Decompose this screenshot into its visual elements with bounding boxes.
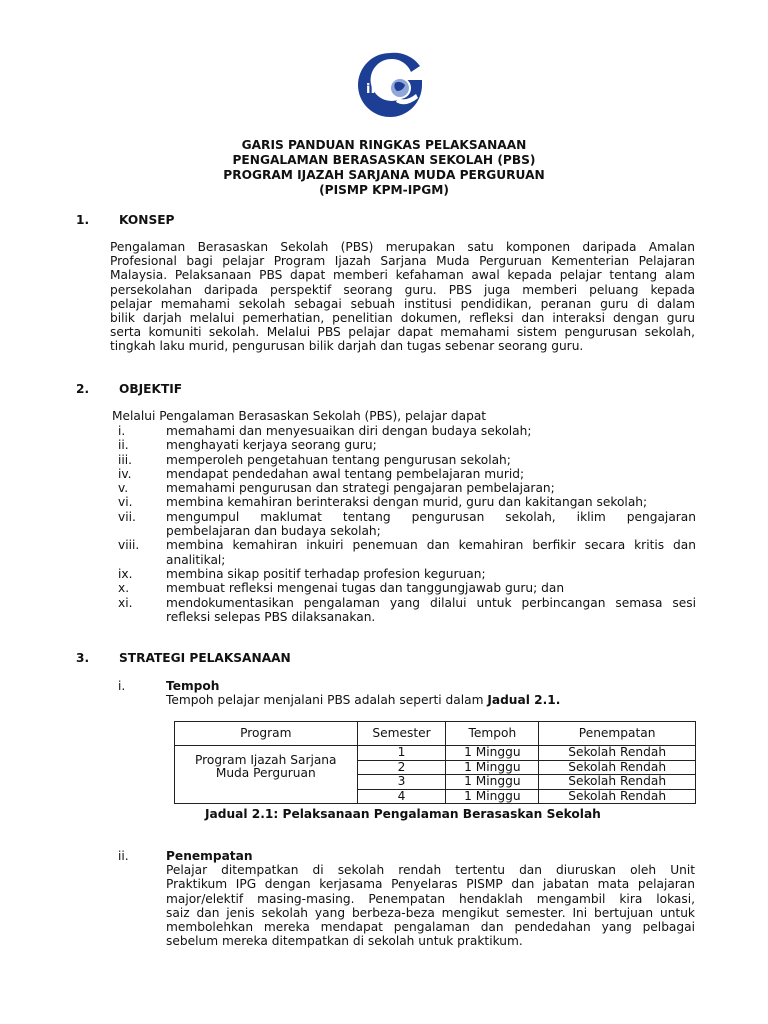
paragraph-line: tingkah laku murid, pengurusan bilik darjah dan tugas sebenar seorang guru. (110, 339, 584, 354)
paragraph-line: pelajar memahami sekolah sebagai sebuah institusi pendidikan, peranan guru di dalam (110, 296, 695, 311)
ipg-logo (355, 50, 425, 120)
section-title: KONSEP (119, 213, 175, 227)
table-cell: 1 (357, 746, 446, 761)
program-line: Program Ijazah Sarjana (195, 753, 337, 767)
section-heading-konsep (76, 213, 175, 227)
section-title: OBJEKTIF (119, 382, 183, 396)
list-number: ix. (118, 566, 133, 581)
list-text: analitikal; (166, 552, 226, 567)
table-cell: 1 Minggu (446, 746, 539, 761)
table-header-row (175, 722, 696, 746)
list-item (118, 510, 696, 524)
list-text: menghayati kerjaya seorang guru; (166, 438, 377, 453)
program-line: Muda Perguruan (215, 766, 316, 780)
penempatan-paragraph (166, 863, 695, 949)
list-item (118, 481, 696, 495)
subsection-tempoh (118, 679, 219, 693)
title-line: (PISMP KPM-IPGM) (319, 183, 449, 197)
table-row (175, 746, 696, 761)
list-text: memperoleh pengetahuan tentang pengurusan sekolah; (166, 452, 511, 467)
table-header: Semester (357, 722, 446, 746)
list-text: membina sikap positif terhadap profesion keguruan; (166, 566, 486, 581)
list-item (118, 495, 696, 509)
paragraph-line: bilik darjah melalui pemerhatian, penelitian dokumen, refleksi dan interaksi dengan guru (110, 310, 695, 325)
section-title: STRATEGI PELAKSANAAN (119, 651, 291, 665)
program-cell (175, 746, 358, 804)
title-line: PROGRAM IJAZAH SARJANA MUDA PERGURUAN (223, 168, 545, 182)
list-number: vi. (118, 495, 133, 510)
objektif-intro: Melalui Pengalaman Berasaskan Sekolah (PBS), pelajar dapat (112, 409, 487, 423)
tempoh-sentence: Tempoh pelajar menjalani PBS adalah seperti dalam (166, 693, 488, 707)
table-cell: Sekolah Rendah (539, 789, 696, 804)
paragraph-line: membolehkan mereka mendapat pengalaman dan pendedahan yang pelbagai (166, 920, 695, 935)
table-cell: 1 Minggu (446, 760, 539, 775)
list-text: membina kemahiran berinteraksi dengan murid, guru dan kakitangan sekolah; (166, 495, 648, 510)
table-cell: 3 (357, 775, 446, 790)
list-item (118, 467, 696, 481)
tempoh-text (166, 693, 695, 707)
table-header: Penempatan (539, 722, 696, 746)
list-text: pembelajaran dan budaya sekolah; (166, 524, 381, 539)
table-cell: Sekolah Rendah (539, 746, 696, 761)
list-text: mendokumentasikan pengalaman yang dilalui untuk perbincangan semasa sesi (166, 595, 696, 610)
list-text: membuat refleksi mengenai tugas dan tanggungjawab guru; dan (166, 581, 565, 596)
list-number: vii. (118, 509, 136, 524)
table-cell: 1 Minggu (446, 775, 539, 790)
list-number: xi. (118, 595, 133, 610)
list-text: memahami dan menyesuaikan diri dengan budaya sekolah; (166, 424, 532, 438)
paragraph-line: Praktikum IPG dengan kerjasama Penyelaras PISMP dan jabatan mata pelajaran (166, 877, 695, 892)
section-number: 2. (76, 382, 90, 396)
table-cell: Sekolah Rendah (539, 760, 696, 775)
section-number: 1. (76, 213, 90, 227)
paragraph-line: Pengalaman Berasaskan Sekolah (PBS) merupakan satu komponen daripada Amalan (110, 240, 695, 254)
list-number: iv. (118, 466, 132, 481)
objektif-list (118, 424, 696, 624)
document-title (0, 138, 768, 198)
table-cell: 1 Minggu (446, 789, 539, 804)
list-item (118, 567, 696, 581)
section-heading-strategi (76, 651, 291, 665)
paragraph-line: Malaysia. Pelaksanaan PBS dapat memberi kefahaman awal kepada pelajar tentang alam (110, 268, 695, 283)
subsection-penempatan (118, 849, 253, 863)
list-item (118, 581, 696, 595)
list-number: i. (118, 424, 126, 438)
list-text: refleksi selepas PBS dilaksanakan. (166, 609, 376, 624)
paragraph-line: serta komuniti sekolah. Melalui PBS pelajar dapat memahami sistem pengurusan sekolah, (110, 325, 695, 340)
list-item (118, 538, 696, 552)
paragraph-line: saiz dan jenis sekolah yang berbeza-beza mengikut semester. Ini bertujuan untuk (166, 905, 695, 920)
paragraph-line: persekolahan daripada perspektif seorang guru. PBS juga memberi peluang kepada (110, 282, 695, 297)
subsection-title: Penempatan (166, 849, 253, 863)
table-caption: Jadual 2.1: Pelaksanaan Pengalaman Berasaskan Sekolah (205, 807, 601, 821)
list-text: membina kemahiran inkuiri penemuan dan kemahiran berfikir secara kritis dan (166, 538, 696, 553)
list-item (118, 438, 696, 452)
konsep-paragraph (110, 240, 695, 354)
table-cell: Sekolah Rendah (539, 775, 696, 790)
list-item (118, 596, 696, 610)
list-item-continuation (118, 610, 696, 624)
paragraph-line: Pelajar ditempatkan di sekolah rendah tertentu dan diuruskan oleh Unit (166, 863, 695, 877)
table-cell: 4 (357, 789, 446, 804)
table-reference: Jadual 2.1. (487, 693, 561, 707)
list-number: viii. (118, 538, 140, 553)
jadual-table (174, 721, 696, 804)
list-number: v. (118, 481, 129, 496)
paragraph-line: Profesional bagi pelajar Program Ijazah Sarjana Muda Perguruan Kementerian Pelajaran (110, 254, 695, 269)
list-item (118, 453, 696, 467)
logo-text: iPG (366, 82, 391, 97)
subsection-number: ii. (118, 849, 129, 863)
paragraph-line: major/elektif masing-masing. Penempatan hendaklah mengambil kira lokasi, (166, 891, 695, 906)
table-header: Tempoh (446, 722, 539, 746)
title-line: GARIS PANDUAN RINGKAS PELAKSANAAN (241, 138, 527, 152)
table-cell: 2 (357, 760, 446, 775)
section-number: 3. (76, 651, 90, 665)
subsection-title: Tempoh (166, 679, 220, 693)
list-item (118, 424, 696, 438)
list-number: x. (118, 581, 130, 596)
list-item-continuation (118, 553, 696, 567)
subsection-number: i. (118, 679, 126, 693)
paragraph-line: sebelum mereka ditempatkan di sekolah untuk praktikum. (166, 934, 523, 949)
list-text: mendapat pendedahan awal tentang pembelajaran murid; (166, 466, 525, 481)
section-heading-objektif (76, 382, 182, 396)
list-text: memahami pengurusan dan strategi pengajaran pembelajaran; (166, 481, 555, 496)
title-line: PENGALAMAN BERASASKAN SEKOLAH (PBS) (232, 153, 536, 167)
list-number: ii. (118, 438, 129, 453)
list-text: mengumpul maklumat tentang pengurusan sekolah, iklim pengajaran (166, 509, 696, 524)
table-header: Program (175, 722, 358, 746)
list-number: iii. (118, 452, 133, 467)
list-item-continuation (118, 524, 696, 538)
